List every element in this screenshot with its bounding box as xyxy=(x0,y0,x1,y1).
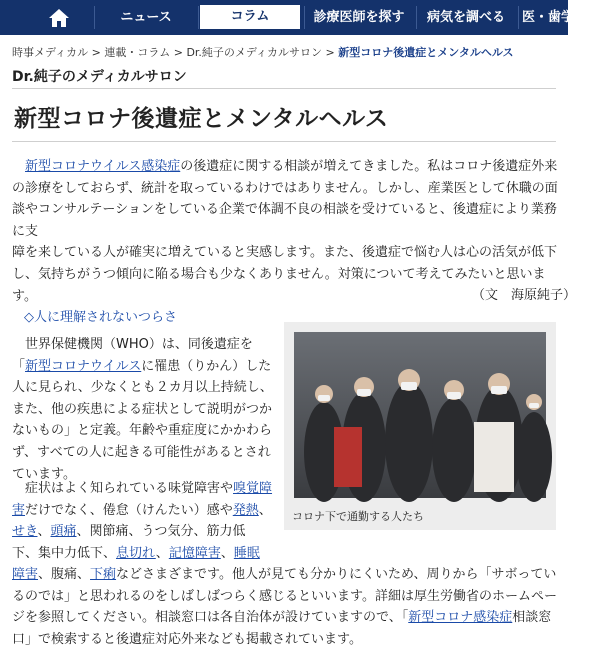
cough-link[interactable]: せき xyxy=(12,524,38,540)
sleep-disorder-link[interactable]: 睡眠 xyxy=(233,545,260,561)
text-line xyxy=(12,564,560,586)
text-line xyxy=(12,543,280,565)
symptoms-paragraph-cont xyxy=(12,564,560,650)
text-line: し、気持ちがうつ傾向に陥る場合も少なくありません。対策について考えてみたいと思いま xyxy=(12,266,546,282)
text-line: ています。 xyxy=(12,466,76,482)
nav-divider xyxy=(198,6,199,29)
text-line: るのでは」と思われるのをしばしばつらく感じるといいます。詳細は厚生労働省のホームペー xyxy=(12,588,557,604)
series-title: Dr.純子のメディカルサロン xyxy=(12,69,187,85)
divider xyxy=(12,141,556,142)
breadcrumb-current: 新型コロナ後遺症とメンタルヘルス xyxy=(338,46,514,59)
nav-item-column[interactable]: コラム xyxy=(200,5,300,29)
text-line xyxy=(12,156,558,178)
page-title: 新型コロナ後遺症とメンタルヘルス xyxy=(14,106,389,132)
text-span: 「 xyxy=(12,358,26,374)
memory-disorder-link[interactable]: 記憶障害 xyxy=(168,545,221,561)
covid-link[interactable]: 新型コロナウイルス xyxy=(25,358,142,374)
symptoms-paragraph xyxy=(12,478,280,564)
author-credit: （文 海原純子） xyxy=(471,288,576,303)
text-span: の後遺症に関する相談が増えてきました。私はコロナ後遺症外来 xyxy=(180,159,558,174)
nav-item-disease-search[interactable]: 病気を調べる xyxy=(426,10,505,25)
article-photo xyxy=(284,322,556,530)
text-span: 、 xyxy=(220,545,234,561)
text-span: 相談窓 xyxy=(512,610,552,626)
home-button[interactable] xyxy=(30,0,88,35)
text-span: 症状はよく知られている味覚障害や xyxy=(12,481,234,496)
text-line xyxy=(12,500,280,522)
photo-caption: コロナ下で通勤する人たち xyxy=(292,510,424,523)
text-span: だけでなく、倦怠（けんたい）感や xyxy=(25,502,233,518)
breadcrumb-item[interactable]: 時事メディカル xyxy=(12,46,89,59)
text-line xyxy=(12,478,280,500)
covid-consult-link[interactable]: 新型コロナ感染症 xyxy=(408,610,513,626)
text-line: 障を来している人が確実に増えていると実感します。また、後遺症で悩む人は心の活気が低下 xyxy=(12,245,557,261)
text-span: などさまざまです。他人が見ても分かりにくいため、周りから「サボってい xyxy=(116,567,557,582)
commuters-photo-image xyxy=(294,332,546,498)
text-span: 、 xyxy=(37,524,51,540)
breadcrumb-item[interactable]: Dr.純子のメディカルサロン xyxy=(186,46,323,59)
text-line: 口」で検索すると後遺症対応外来なども掲載されています。 xyxy=(12,631,362,647)
fever-link[interactable]: 発熱 xyxy=(232,502,259,518)
text-span: に罹患（りかん）した xyxy=(141,358,272,374)
text-span: ジを参照してください。相談窓口は各自治体が設けていますので、「 xyxy=(12,610,409,626)
section-subheading: ◇人に理解されないつらさ xyxy=(24,310,177,325)
who-paragraph xyxy=(12,334,280,485)
nav-item-find-doctor[interactable]: 診療医師を探す xyxy=(313,10,405,25)
text-line: ないもの」と定義。年齢や重症度にかかわら xyxy=(12,423,273,439)
headache-link[interactable]: 頭痛 xyxy=(50,524,77,540)
divider xyxy=(12,88,556,89)
breadcrumb-item[interactable]: 連載・コラム xyxy=(104,46,171,59)
text-span: 、腹痛、 xyxy=(38,567,91,582)
text-line: また、他の疾患による症状として説明がつか xyxy=(12,401,273,417)
diarrhea-link[interactable]: 下痢 xyxy=(90,567,117,582)
home-icon xyxy=(48,8,70,28)
top-nav xyxy=(0,0,575,35)
text-line: ず、すべての人に起きる可能性があるとされ xyxy=(12,444,271,460)
text-line xyxy=(12,356,280,378)
text-span: 下、集中力低下、 xyxy=(12,545,117,561)
nav-item-news[interactable]: ニュース xyxy=(120,10,172,25)
text-span: 、関節痛、うつ気分、筋力低 xyxy=(76,524,246,540)
nav-divider xyxy=(518,6,519,29)
intro-link[interactable]: 新型コロナウイルス感染症 xyxy=(25,159,181,174)
text-line: 談やコンサルテーションをしている企業で体調不良の相談を受けていると、後遺症により業務に支 xyxy=(12,202,557,239)
breathlessness-link[interactable]: 息切れ xyxy=(116,545,156,561)
nav-item-medical-dental[interactable]: 医・歯学 xyxy=(522,10,575,25)
text-line xyxy=(12,607,560,629)
breadcrumb: 時事メディカル > 連載・コラム > Dr.純子のメディカルサロン > 新型コロナ後遺症とメンタルヘルス xyxy=(12,46,514,59)
text-line: す。 xyxy=(12,288,37,304)
text-line xyxy=(12,521,280,543)
text-span: 、 xyxy=(258,502,272,518)
text-line: 世界保健機関（WHO）は、同後遺症を xyxy=(12,337,253,352)
sleep-disorder-link[interactable]: 障害 xyxy=(12,567,39,582)
text-span: 、 xyxy=(155,545,169,561)
smell-disorder-link[interactable]: 害 xyxy=(12,502,26,518)
text-line: 人に見られ、少なくとも２カ月以上持続し、 xyxy=(12,380,273,396)
text-line: の診療をしておらず、統計を取っているわけではありません。しかし、産業医として休職の面 xyxy=(12,180,558,196)
smell-disorder-link[interactable]: 嗅覚障 xyxy=(233,481,273,496)
